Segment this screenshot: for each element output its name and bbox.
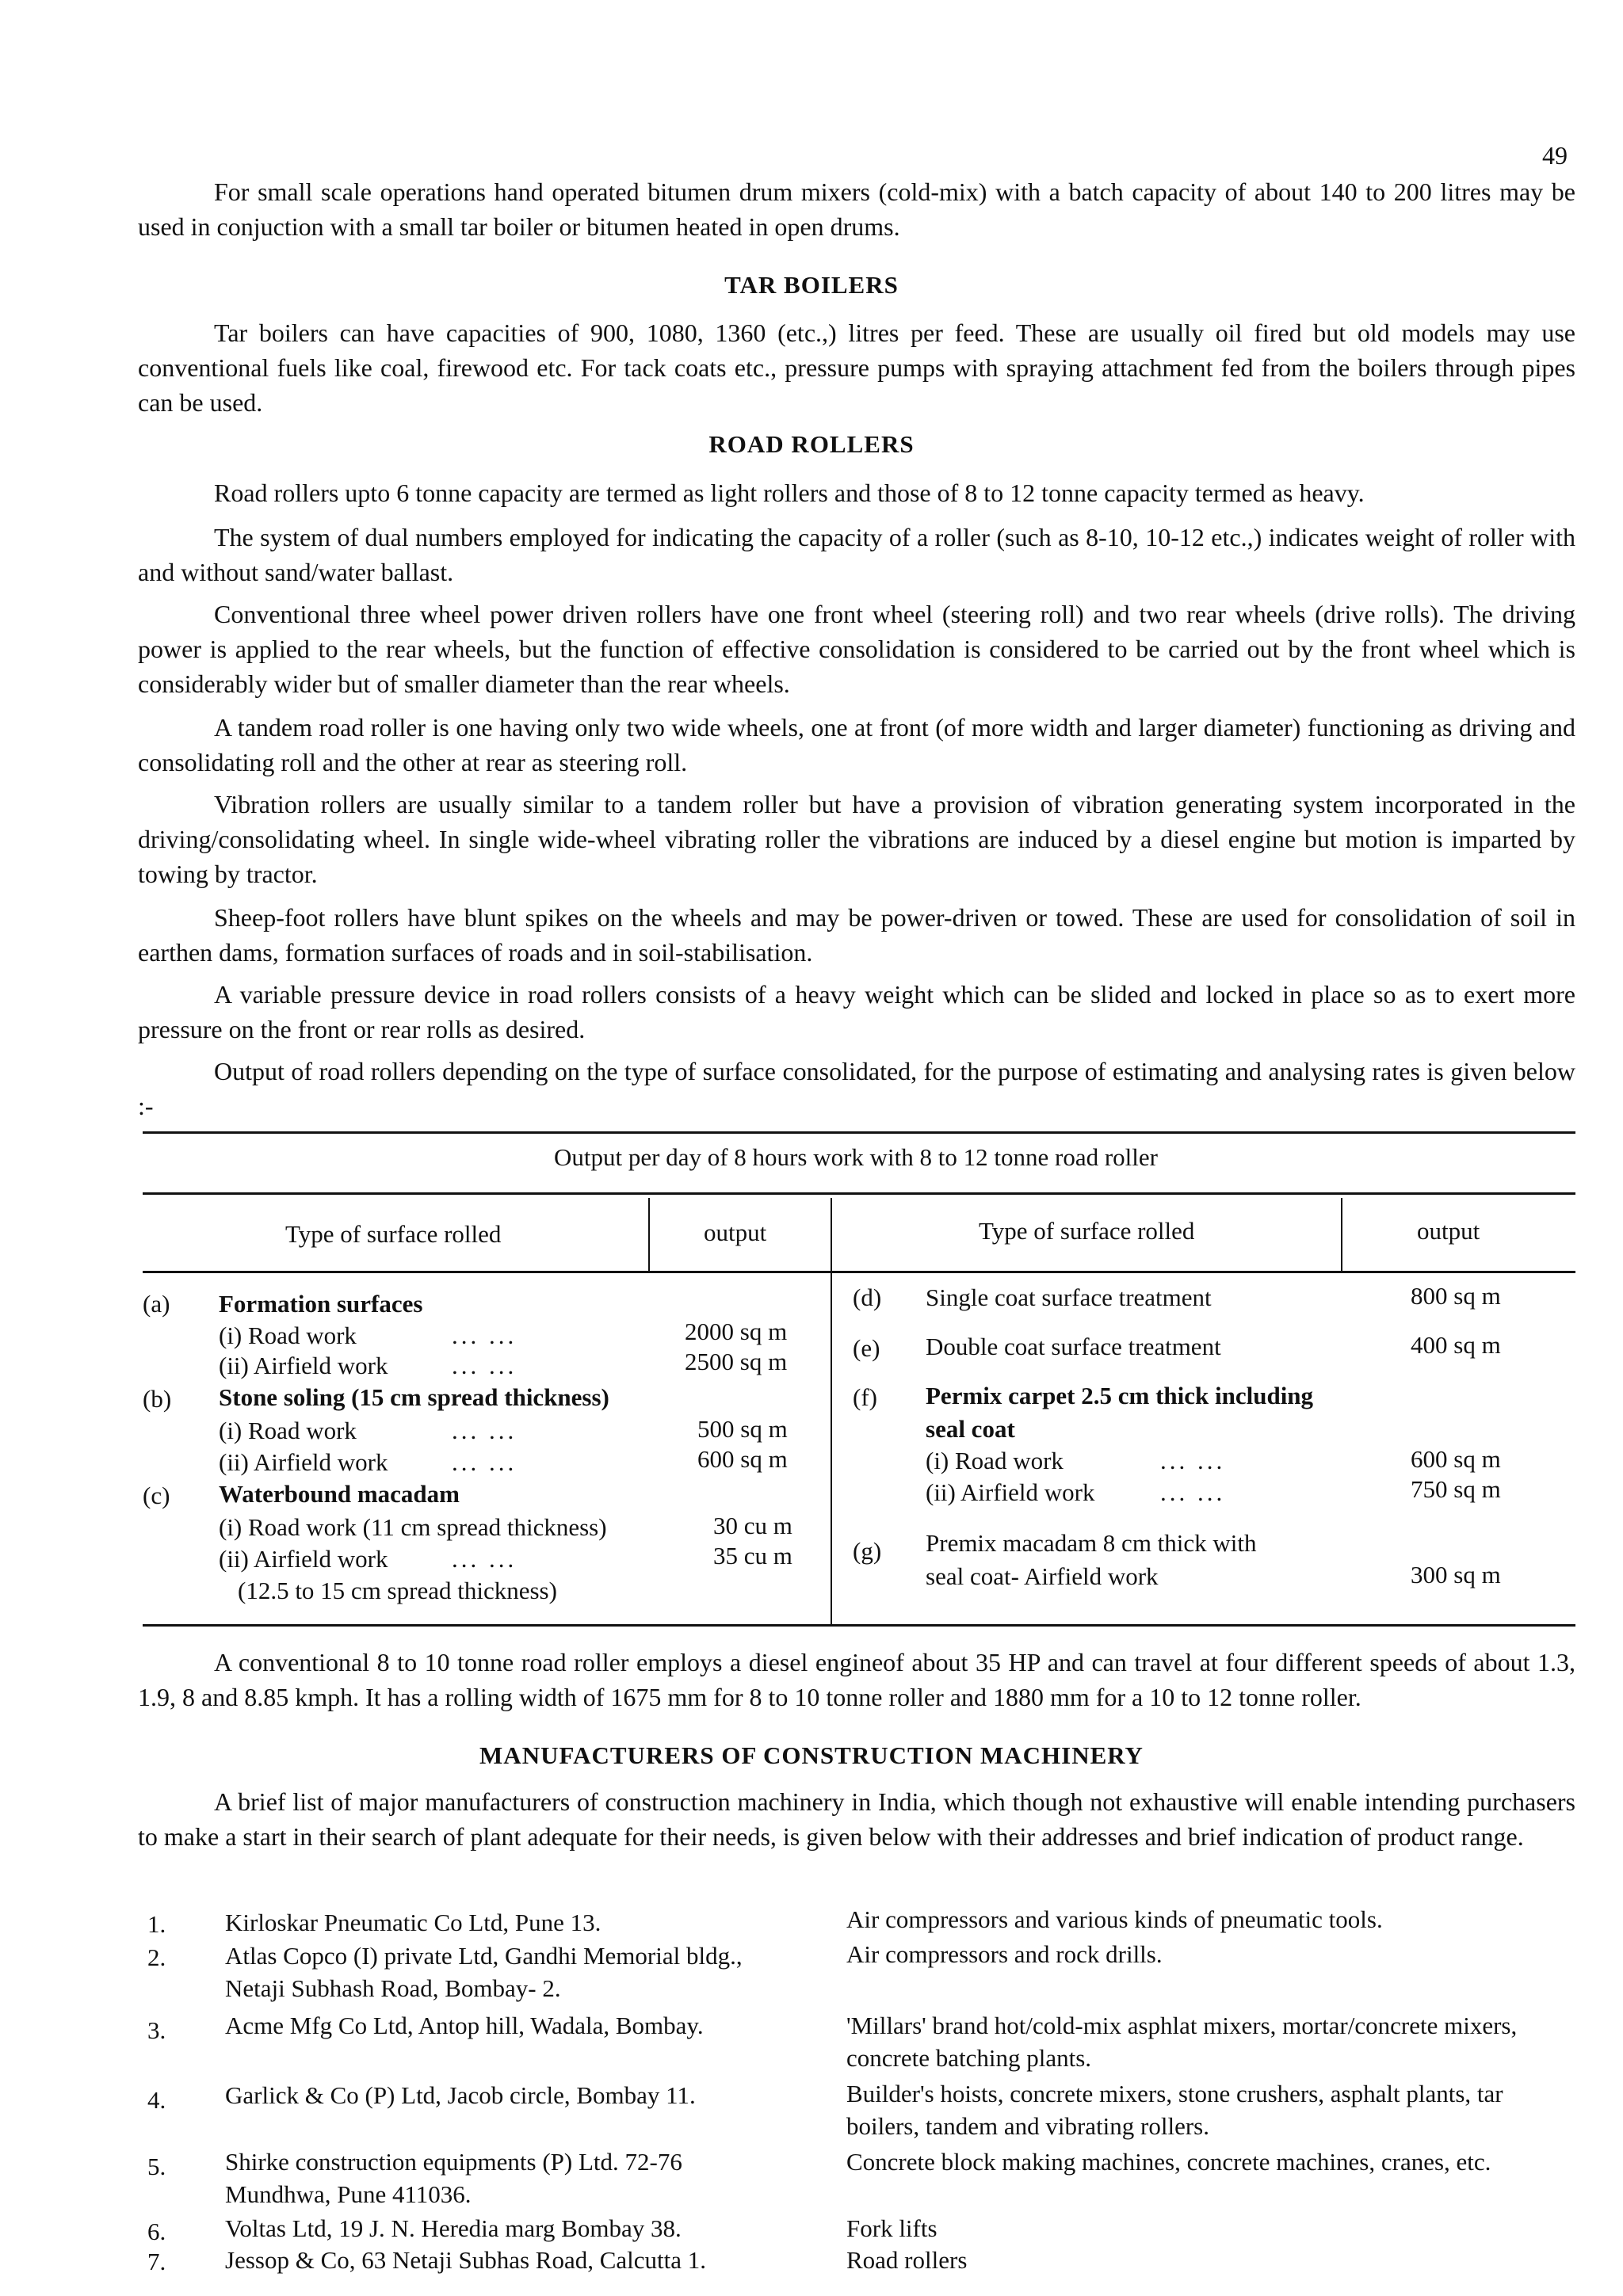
row-b1-output: 500 sq m [697,1415,788,1443]
manufacturer-1-products: Air compressors and various kinds of pneumatic tools. [846,1905,1383,1933]
row-c-title: Waterbound macadam [219,1480,460,1508]
row-a-title: Formation surfaces [219,1290,423,1318]
row-d-letter: (d) [853,1283,882,1311]
row-a1-label: (i) Road work [219,1322,357,1349]
tar-boilers-paragraph: Tar boilers can have capacities of 900, 1080, 1360 (etc.,) litres per feed. These are usually oil fired but old models may use conventional fuels like coal, firewood etc. For tack coats etc., pressure pumps with spraying attachment fed from the boilers through pipes can be used. [138,318,1575,417]
row-f1-output: 600 sq m [1411,1445,1501,1473]
manufacturer-7-products: Road rollers [846,2246,968,2274]
header-divider-1 [648,1198,650,1272]
table-caption: Output per day of 8 hours work with 8 to 12 tonne road roller [554,1143,1158,1171]
manufacturer-7-number: 7. [147,2248,166,2275]
after-table-paragraph: A conventional 8 to 10 tonne road roller employs a diesel engineof about 35 HP and can travel at four different speeds of about 1.3, 1.9, 8 and 8.85 kmph. It has a rolling width of 1675 mm for 8 to 10 tonne roller and 1880 mm for a 10 to 12 tonne roller. [138,1648,1575,1711]
page-number: 49 [1542,141,1568,170]
row-a2-label: (ii) Airfield work [219,1352,388,1379]
row-b1-dots: ... ... [452,1417,517,1444]
table-bottom-rule [143,1624,1575,1627]
row-a2-output: 2500 sq m [685,1348,788,1375]
row-f2-dots: ... ... [1160,1478,1226,1506]
row-e-output: 400 sq m [1411,1331,1501,1359]
manufacturers-heading: MANUFACTURERS OF CONSTRUCTION MACHINERY [479,1741,1144,1769]
row-g-letter: (g) [853,1537,882,1565]
road-rollers-paragraph-4: A tandem road roller is one having only two wide wheels, one at front (of more width and larger diameter) functioning as driving and consolidating roll and the other at rear as steering roll. [138,713,1575,776]
manufacturer-3-number: 3. [147,2016,166,2044]
header-type-left: Type of surface rolled [285,1220,502,1248]
row-f2-output: 750 sq m [1411,1475,1501,1503]
manufacturer-3-products: 'Millars' brand hot/cold-mix asphlat mixers, mortar/concrete mixers, concrete batching plants. [846,2012,1518,2072]
row-b-letter: (b) [143,1385,172,1413]
row-g-title-line2: seal coat- Airfield work [926,1562,1159,1590]
row-a2-dots: ... ... [452,1352,517,1379]
table-center-divider [831,1198,832,1624]
manufacturer-4-number: 4. [147,2086,166,2114]
row-a1-output: 2000 sq m [685,1318,788,1345]
row-c1-label: (i) Road work (11 cm spread thickness) [219,1513,607,1541]
manufacturers-paragraph: A brief list of major manufacturers of construction machinery in India, which though not exhaustive will enable intending purchasers to make a start in their search of plant adequate for their needs, is given below with their addresses and brief indication of product range. [138,1787,1575,1851]
road-rollers-paragraph-2: The system of dual numbers employed for indicating the capacity of a roller (such as 8-10, 10-12 etc.,) indicates weight of roller with and without sand/water ballast. [138,523,1575,586]
manufacturer-4-name: Garlick & Co (P) Ltd, Jacob circle, Bombay 11. [225,2081,696,2109]
manufacturer-3-name: Acme Mfg Co Ltd, Antop hill, Wadala, Bombay. [225,2012,704,2039]
road-rollers-paragraph-7: A variable pressure device in road rollers consists of a heavy weight which can be slided and locked in place so as to exert more pressure on the front or rear rolls as desired. [138,980,1575,1043]
row-d-title: Single coat surface treatment [926,1283,1212,1311]
manufacturer-7-name: Jessop & Co, 63 Netaji Subhas Road, Calcutta 1. [225,2246,707,2274]
row-c2-dots: ... ... [452,1545,517,1573]
row-e-letter: (e) [853,1334,880,1362]
row-a1-dots: ... ... [452,1322,517,1349]
manufacturer-5-name: Shirke construction equipments (P) Ltd. 72-76 Mundhwa, Pune 411036. [225,2148,682,2208]
row-f-letter: (f) [853,1383,877,1411]
row-f-title-line2: seal coat [926,1415,1015,1443]
manufacturer-4-products: Builder's hoists, concrete mixers, stone crushers, asphalt plants, tar boilers, tandem and vibrating rollers. [846,2080,1503,2140]
manufacturer-2-products: Air compressors and rock drills. [846,1940,1163,1968]
row-f-title-line1: Permix carpet 2.5 cm thick including [926,1382,1314,1409]
header-divider-2 [1341,1198,1342,1272]
row-c1-output: 30 cu m [713,1512,792,1539]
row-c2-label: (ii) Airfield work [219,1545,388,1573]
row-g-title-line1: Premix macadam 8 cm thick with [926,1529,1257,1557]
header-output-left: output [704,1219,767,1246]
road-rollers-paragraph-8: Output of road rollers depending on the type of surface consolidated, for the purpose of estimating and analysing rates is given below :- [138,1057,1575,1120]
row-b2-label: (ii) Airfield work [219,1448,388,1476]
row-c-letter: (c) [143,1482,170,1509]
manufacturer-6-products: Fork lifts [846,2214,938,2242]
manufacturer-1-number: 1. [147,1910,166,1938]
row-f1-label: (i) Road work [926,1447,1064,1474]
row-b-title: Stone soling (15 cm spread thickness) [219,1383,609,1411]
manufacturer-5-products: Concrete block making machines, concrete machines, cranes, etc. [846,2148,1491,2176]
row-b2-dots: ... ... [452,1448,517,1476]
row-c2-note: (12.5 to 15 cm spread thickness) [238,1577,557,1604]
road-rollers-paragraph-6: Sheep-foot rollers have blunt spikes on the wheels and may be power-driven or towed. These are used for consolidation of soil in earthen dams, formation surfaces of roads and in soil-stabilisation. [138,903,1575,967]
intro-paragraph: For small scale operations hand operated bitumen drum mixers (cold-mix) with a batch capacity of about 140 to 200 litres may be used in conjuction with a small tar boiler or bitumen heated in open drums. [138,177,1575,241]
road-rollers-paragraph-5: Vibration rollers are usually similar to a tandem roller but have a provision of vibration generating system incorporated in the driving/consolidating wheel. In single wide-wheel vibrating roller the vibrations are induced by a diesel engine but motion is imparted by towing by tractor. [138,790,1575,888]
header-output-right: output [1417,1217,1480,1245]
row-e-title: Double coat surface treatment [926,1333,1221,1360]
manufacturer-2-number: 2. [147,1943,166,1971]
row-c2-output: 35 cu m [713,1542,792,1569]
manufacturer-2-name: Atlas Copco (I) private Ltd, Gandhi Memorial bldg., Netaji Subhash Road, Bombay- 2. [225,1942,743,2002]
row-d-output: 800 sq m [1411,1282,1501,1310]
manufacturer-5-number: 5. [147,2153,166,2180]
row-b1-label: (i) Road work [219,1417,357,1444]
row-f2-label: (ii) Airfield work [926,1478,1095,1506]
header-type-right: Type of surface rolled [979,1217,1195,1245]
table-caption-rule [143,1192,1575,1195]
road-rollers-paragraph-1: Road rollers upto 6 tonne capacity are termed as light rollers and those of 8 to 12 tonne capacity termed as heavy. [214,479,1365,507]
road-rollers-paragraph-3: Conventional three wheel power driven rollers have one front wheel (steering roll) and two rear wheels (drive rolls). The driving power is applied to the rear wheels, but the function of effective consolidation is considered to be carried out by the front wheel which is considerably wider but of smaller diameter than the rear wheels. [138,600,1575,698]
table-header-rule [143,1271,1575,1273]
table-top-rule [143,1131,1575,1134]
tar-boilers-heading: TAR BOILERS [724,271,899,299]
row-g-output: 300 sq m [1411,1561,1501,1589]
row-f1-dots: ... ... [1160,1447,1226,1474]
manufacturer-6-name: Voltas Ltd, 19 J. N. Heredia marg Bombay 38. [225,2214,682,2242]
manufacturer-1-name: Kirloskar Pneumatic Co Ltd, Pune 13. [225,1909,601,1936]
row-b2-output: 600 sq m [697,1445,788,1473]
road-rollers-heading: ROAD ROLLERS [708,430,915,458]
manufacturer-6-number: 6. [147,2218,166,2245]
row-a-letter: (a) [143,1290,170,1318]
